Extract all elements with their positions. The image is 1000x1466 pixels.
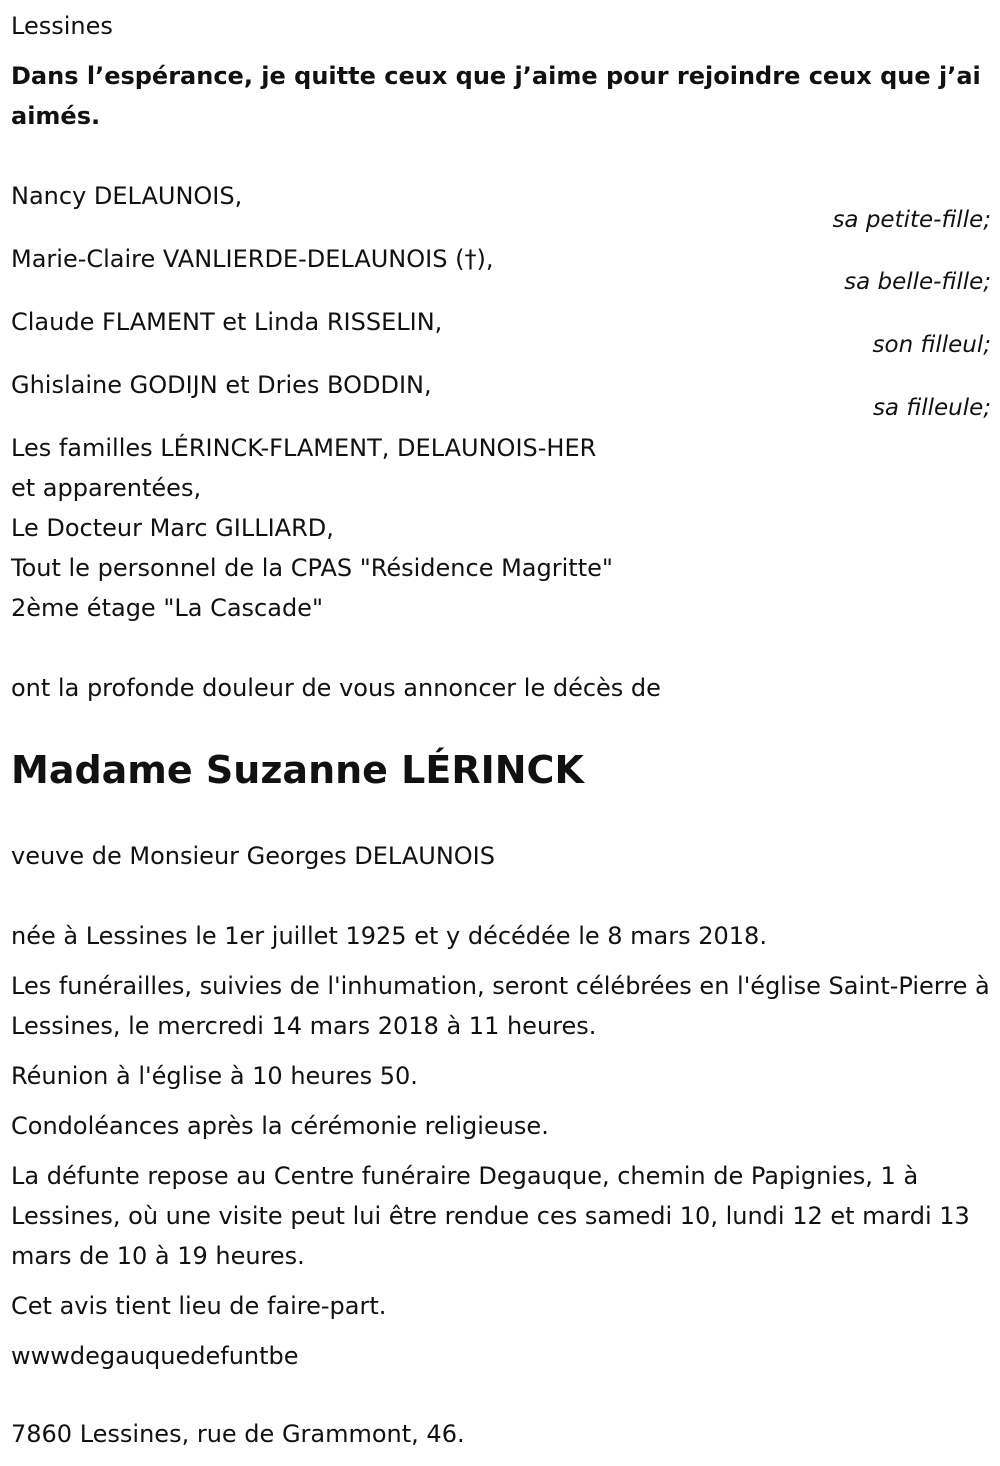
- widow-of-text: veuve de Monsieur Georges DELAUNOIS: [11, 842, 495, 870]
- relative-role: sa belle-fille;: [844, 269, 991, 295]
- detail-paragraph: Cet avis tient lieu de faire-part.: [11, 1292, 387, 1320]
- family-line: 2ème étage "La Cascade": [11, 594, 323, 622]
- families-list: [11, 428, 991, 628]
- family-line: Les familles LÉRINCK-FLAMENT, DELAUNOIS-HER: [11, 434, 597, 462]
- relative-name: Marie-Claire VANLIERDE-DELAUNOIS (†),: [11, 245, 494, 273]
- relative-name: Nancy DELAUNOIS,: [11, 182, 243, 210]
- family-line: Le Docteur Marc GILLIARD,: [11, 514, 334, 542]
- relative-role: son filleul;: [872, 332, 991, 358]
- detail-paragraph: née à Lessines le 1er juillet 1925 et y décédée le 8 mars 2018.: [11, 922, 767, 950]
- relative-role: sa filleule;: [872, 395, 991, 421]
- detail-paragraph: Condoléances après la cérémonie religieuse.: [11, 1112, 549, 1140]
- relative-name: Ghislaine GODIJN et Dries BODDIN,: [11, 371, 432, 399]
- detail-paragraph: Les funérailles, suivies de l'inhumation, seront célébrées en l'église Saint-Pierre à Lessines, le mercredi 14 mars 2018 à 11 heures.: [11, 972, 990, 1040]
- city-heading: Lessines: [11, 12, 113, 40]
- website-link[interactable]: wwwdegauquedefuntbe: [11, 1342, 299, 1370]
- deceased-name: Madame Suzanne LÉRINCK: [11, 748, 584, 792]
- address-line: 7860 Lessines, rue de Grammont, 46.: [11, 1420, 465, 1448]
- announcement-text: ont la profonde douleur de vous annoncer le décès de: [11, 674, 661, 702]
- family-line: et apparentées,: [11, 474, 202, 502]
- funeral-details: [11, 916, 991, 1386]
- detail-paragraph: La défunte repose au Centre funéraire Degauque, chemin de Papignies, 1 à Lessines, où une visite peut lui être rendue ces samedi 10, lundi 12 et mardi 13 mars de 10 à 19 heures.: [11, 1162, 970, 1270]
- epitaph-quote: Dans l’espérance, je quitte ceux que j’aime pour rejoindre ceux que j’ai aimés.: [11, 62, 981, 130]
- detail-paragraph: Réunion à l'église à 10 heures 50.: [11, 1062, 418, 1090]
- family-line: Tout le personnel de la CPAS "Résidence Magritte": [11, 554, 613, 582]
- relative-name: Claude FLAMENT et Linda RISSELIN,: [11, 308, 443, 336]
- relative-role: sa petite-fille;: [832, 207, 991, 233]
